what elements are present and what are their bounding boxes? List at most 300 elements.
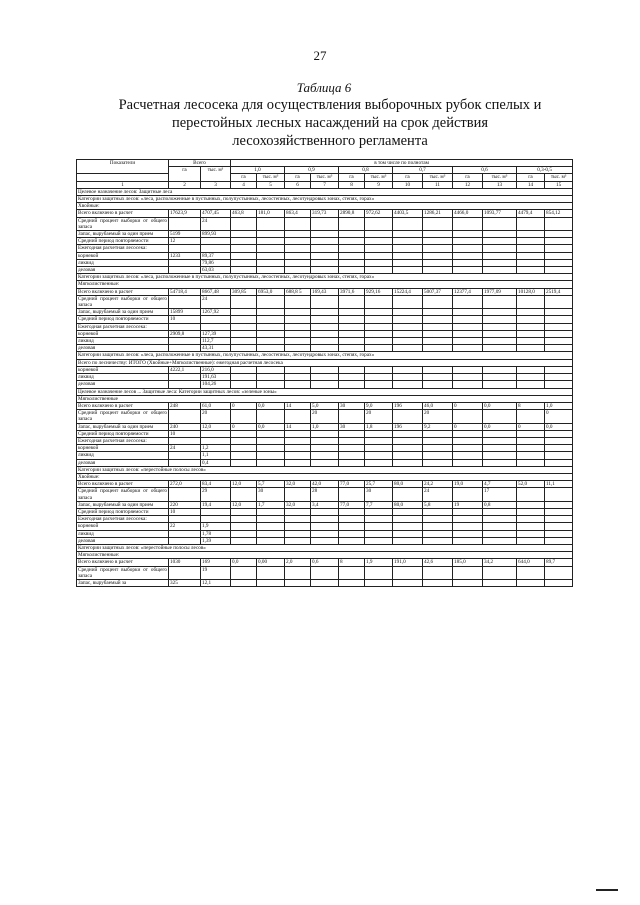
table-cell: 17 xyxy=(483,488,517,501)
row-label: Запас, вырубаемый за один прием xyxy=(77,501,169,508)
table-cell xyxy=(311,323,339,330)
table-cell xyxy=(453,238,483,245)
table-cell xyxy=(285,437,311,444)
table-cell xyxy=(231,245,257,252)
table-cell xyxy=(311,309,339,316)
table-cell xyxy=(393,217,423,230)
header-density: 0,8 xyxy=(339,167,393,174)
table-cell xyxy=(169,338,201,345)
section-label: Всего по лесничеству: ИТОГО (Хвойные+Мягколиственные): ежегодная расчетная лесосека xyxy=(77,359,573,366)
table-cell xyxy=(453,231,483,238)
table-row xyxy=(77,437,573,444)
table-cell xyxy=(423,566,453,579)
header-unit: тыс. м³ xyxy=(545,174,573,181)
table-row xyxy=(77,231,573,238)
table-cell xyxy=(393,238,423,245)
row-label: Всего включено в расчет xyxy=(77,481,169,488)
table-cell: 4403,5 xyxy=(393,210,423,217)
table-cell xyxy=(545,488,573,501)
table-cell xyxy=(339,338,365,345)
section-label: Целевое назначение лесов: Защитные леса xyxy=(77,188,573,195)
table-cell: 30 xyxy=(365,488,393,501)
table-cell xyxy=(231,238,257,245)
table-cell xyxy=(453,338,483,345)
table-cell xyxy=(257,381,285,388)
row-label: корневой xyxy=(77,252,169,259)
row-label: Средний период повторяемости xyxy=(77,238,169,245)
table-cell xyxy=(339,323,365,330)
forest-table xyxy=(76,159,572,587)
table-cell xyxy=(231,217,257,230)
table-cell xyxy=(483,445,517,452)
table-cell: 17623,9 xyxy=(169,210,201,217)
table-cell: 127,39 xyxy=(201,330,231,337)
header-row-3 xyxy=(77,174,573,181)
row-label: Ежегодная расчетная лесосека: xyxy=(77,437,169,444)
table-cell: 972,62 xyxy=(365,210,393,217)
table-cell: 77,0 xyxy=(339,501,365,508)
table-cell xyxy=(285,309,311,316)
header-unit: га xyxy=(453,174,483,181)
table-row xyxy=(77,345,573,352)
table-cell: 5,0 xyxy=(311,402,339,409)
table-cell: 20 xyxy=(365,410,393,423)
table-cell: 1,9 xyxy=(201,523,231,530)
table-cell xyxy=(453,566,483,579)
table-cell xyxy=(423,452,453,459)
table-cell xyxy=(483,516,517,523)
table-cell xyxy=(257,366,285,373)
table-cell xyxy=(517,437,545,444)
row-label: Средний процент выборки от общего запаса xyxy=(78,295,167,309)
table-cell: 5199 xyxy=(169,231,201,238)
row-label: Ежегодная расчетная лесосека: xyxy=(77,323,169,330)
table-cell: 24 xyxy=(169,445,201,452)
table-cell xyxy=(257,437,285,444)
table-cell xyxy=(231,330,257,337)
table-cell xyxy=(285,445,311,452)
table-cell: 8 xyxy=(517,402,545,409)
table-cell xyxy=(393,295,423,308)
table-row xyxy=(77,330,573,337)
table-cell xyxy=(453,323,483,330)
table-cell xyxy=(257,374,285,381)
table-row xyxy=(77,366,573,373)
table-cell xyxy=(545,537,573,544)
table-cell xyxy=(517,231,545,238)
table-cell xyxy=(483,217,517,230)
table-cell xyxy=(311,381,339,388)
table-cell xyxy=(545,366,573,373)
table-cell xyxy=(483,459,517,466)
table-cell xyxy=(231,566,257,579)
table-cell: 112,7 xyxy=(201,338,231,345)
table-row xyxy=(77,423,573,430)
table-cell: 929,16 xyxy=(365,288,393,295)
section-label: Категории защитных лесов: «перестойные полосы лесов» xyxy=(77,466,573,473)
table-row xyxy=(77,352,573,359)
table-cell xyxy=(311,259,339,266)
table-cell xyxy=(393,323,423,330)
table-cell: 61,0 xyxy=(201,402,231,409)
table-cell: 7,7 xyxy=(365,501,393,508)
table-cell xyxy=(257,459,285,466)
table-cell xyxy=(545,501,573,508)
table-row xyxy=(77,309,573,316)
table-cell xyxy=(231,316,257,323)
table-row xyxy=(77,274,573,281)
column-number: 10 xyxy=(393,181,423,188)
table-cell xyxy=(231,366,257,373)
section-label: Категории защитных лесов: «леса, расположенные в пустынных, полупустынных, лесостепных, лесотундровых зонах, степях, горах» xyxy=(77,274,573,281)
header-density: 0,6 xyxy=(453,167,517,174)
table-cell xyxy=(393,345,423,352)
table-cell xyxy=(257,295,285,308)
table-row xyxy=(77,388,573,395)
table-cell xyxy=(339,245,365,252)
table-cell: 169 xyxy=(201,559,231,566)
table-cell xyxy=(483,231,517,238)
table-cell xyxy=(257,523,285,530)
table-cell: 42,6 xyxy=(423,559,453,566)
table-cell xyxy=(423,579,453,586)
table-cell xyxy=(545,452,573,459)
table-cell xyxy=(231,459,257,466)
table-cell xyxy=(339,566,365,579)
table-cell: 191,0 xyxy=(393,559,423,566)
table-cell xyxy=(257,516,285,523)
table-cell xyxy=(339,330,365,337)
table-cell xyxy=(339,366,365,373)
table-cell: 12,0 xyxy=(231,481,257,488)
header-unit: тыс. м³ xyxy=(423,174,453,181)
table-cell xyxy=(311,295,339,308)
table-row xyxy=(77,210,573,217)
table-cell xyxy=(339,217,365,230)
table-cell xyxy=(339,316,365,323)
table-cell: 80,0 xyxy=(393,481,423,488)
table-row xyxy=(77,281,573,288)
table-cell xyxy=(311,445,339,452)
section-label: Целевое назначение лесов ... Защитные леса: Категории защитных лесов: «зеленые зоны» xyxy=(77,388,573,395)
table-cell: 2890,8 xyxy=(339,210,365,217)
table-cell xyxy=(169,374,201,381)
table-cell: 32,0 xyxy=(285,501,311,508)
table-row xyxy=(77,544,573,551)
table-cell xyxy=(285,430,311,437)
table-cell xyxy=(169,566,201,579)
table-cell: 9,2 xyxy=(423,423,453,430)
table-cell xyxy=(453,437,483,444)
table-cell xyxy=(423,508,453,515)
table-cell xyxy=(257,508,285,515)
table-cell xyxy=(393,338,423,345)
table-cell xyxy=(393,537,423,544)
table-cell xyxy=(545,238,573,245)
table-cell xyxy=(545,374,573,381)
table-cell: 1,78 xyxy=(201,530,231,537)
table-cell xyxy=(393,430,423,437)
table-cell: 12,0 xyxy=(231,501,257,508)
table-cell xyxy=(545,338,573,345)
row-label: Всего включено в расчет xyxy=(77,559,169,566)
table-row xyxy=(77,323,573,330)
table-row xyxy=(77,537,573,544)
table-cell xyxy=(483,330,517,337)
table-cell: 644,0 xyxy=(517,559,545,566)
table-cell xyxy=(453,459,483,466)
row-label: Запас, вырубаемый за один прием xyxy=(77,231,169,238)
row-label: ликвид xyxy=(77,530,169,537)
table-cell xyxy=(453,316,483,323)
table-cell xyxy=(169,381,201,388)
table-cell xyxy=(311,566,339,579)
table-cell xyxy=(545,516,573,523)
column-number: 3 xyxy=(201,181,231,188)
table-cell xyxy=(285,381,311,388)
table-cell xyxy=(393,579,423,586)
table-cell xyxy=(393,452,423,459)
table-row xyxy=(77,552,573,559)
table-cell: 0,8 xyxy=(483,501,517,508)
table-cell xyxy=(285,523,311,530)
table-cell xyxy=(453,410,483,423)
section-label: Мягколиственные: xyxy=(77,281,573,288)
table-cell xyxy=(285,508,311,515)
column-number: 8 xyxy=(339,181,365,188)
row-label: Средний процент выборки от общего запаса xyxy=(78,488,167,501)
table-cell: 3,4 xyxy=(311,501,339,508)
table-cell xyxy=(257,410,285,423)
section-label: Мягколиственные xyxy=(77,395,573,402)
table-cell: 463,8 xyxy=(231,210,257,217)
table-cell: 22 xyxy=(169,523,201,530)
table-cell xyxy=(311,330,339,337)
table-cell: 0 xyxy=(453,423,483,430)
table-cell xyxy=(257,330,285,337)
table-cell xyxy=(365,267,393,274)
table-cell xyxy=(365,231,393,238)
table-row xyxy=(77,203,573,210)
header-unit: тыс. м³ xyxy=(311,174,339,181)
table-cell xyxy=(517,410,545,423)
table-row xyxy=(77,508,573,515)
table-cell xyxy=(517,523,545,530)
table-cell xyxy=(393,330,423,337)
table-cell: 248 xyxy=(169,402,201,409)
table-cell: 216,0 xyxy=(201,366,231,373)
table-cell: 4707,45 xyxy=(201,210,231,217)
table-cell: 0,4 xyxy=(201,459,231,466)
table-cell xyxy=(365,217,393,230)
table-cell xyxy=(483,523,517,530)
table-cell: 854,12 xyxy=(545,210,573,217)
table-cell xyxy=(231,410,257,423)
table-cell xyxy=(201,516,231,523)
column-number: 1 xyxy=(77,181,169,188)
table-cell xyxy=(285,316,311,323)
table-cell xyxy=(257,323,285,330)
table-cell: 4466,0 xyxy=(453,210,483,217)
header-total-unit: тыс. м³ xyxy=(201,167,231,181)
table-cell: 20 xyxy=(311,410,339,423)
table-cell: 2,0 xyxy=(285,559,311,566)
table-cell xyxy=(257,316,285,323)
header-density: 1,0 xyxy=(231,167,285,174)
table-cell xyxy=(423,295,453,308)
table-row xyxy=(77,295,573,308)
table-cell xyxy=(393,316,423,323)
table-cell xyxy=(423,217,453,230)
table-cell: 1267,92 xyxy=(201,309,231,316)
table-row xyxy=(77,452,573,459)
table-cell xyxy=(257,566,285,579)
table-row xyxy=(77,245,573,252)
table-row xyxy=(77,238,573,245)
table-cell xyxy=(339,516,365,523)
table-cell: 0 xyxy=(453,402,483,409)
table-cell: 220 xyxy=(169,501,201,508)
table-body xyxy=(77,188,573,586)
table-cell xyxy=(201,430,231,437)
table-cell: 20 xyxy=(423,410,453,423)
column-number: 15 xyxy=(545,181,573,188)
header-unit: тыс. м³ xyxy=(483,174,517,181)
section-label: Хвойные: xyxy=(77,203,573,210)
table-cell xyxy=(453,245,483,252)
table-cell xyxy=(423,245,453,252)
table-cell xyxy=(365,338,393,345)
table-cell xyxy=(169,259,201,266)
table-cell xyxy=(517,217,545,230)
table-cell: 0 xyxy=(517,423,545,430)
table-cell: 15224,4 xyxy=(393,288,423,295)
table-cell xyxy=(545,430,573,437)
table-cell xyxy=(483,238,517,245)
row-label: деловая xyxy=(77,459,169,466)
table-row xyxy=(77,217,573,230)
table-cell xyxy=(231,259,257,266)
table-cell xyxy=(517,579,545,586)
row-label: Средний процент выборки от общего запаса xyxy=(78,410,167,423)
table-cell xyxy=(339,459,365,466)
table-cell xyxy=(483,381,517,388)
table-cell xyxy=(311,537,339,544)
table-cell xyxy=(285,579,311,586)
table-cell xyxy=(365,508,393,515)
table-cell xyxy=(169,323,201,330)
table-cell xyxy=(339,345,365,352)
table-cell xyxy=(365,523,393,530)
table-cell xyxy=(423,537,453,544)
table-cell xyxy=(285,231,311,238)
table-cell xyxy=(453,366,483,373)
table-cell: 309,85 xyxy=(231,288,257,295)
table-cell xyxy=(231,345,257,352)
table-cell xyxy=(231,374,257,381)
table-cell xyxy=(483,410,517,423)
table-cell xyxy=(483,508,517,515)
row-label: корневой xyxy=(77,366,169,373)
table-cell xyxy=(339,309,365,316)
table-cell xyxy=(545,245,573,252)
table-cell: 20 xyxy=(201,410,231,423)
table-cell xyxy=(453,381,483,388)
table-cell xyxy=(453,267,483,274)
table-cell xyxy=(285,566,311,579)
table-cell xyxy=(423,430,453,437)
header-density: 0,7 xyxy=(393,167,453,174)
table-cell xyxy=(339,445,365,452)
table-cell xyxy=(285,410,311,423)
table-cell: 10 xyxy=(169,316,201,323)
table-cell xyxy=(483,374,517,381)
table-cell xyxy=(517,238,545,245)
table-cell xyxy=(311,338,339,345)
table-cell: 1,0 xyxy=(311,423,339,430)
table-cell xyxy=(483,345,517,352)
table-cell xyxy=(285,295,311,308)
table-cell: 185,0 xyxy=(453,559,483,566)
table-cell xyxy=(393,231,423,238)
table-cell xyxy=(517,338,545,345)
table-cell xyxy=(453,259,483,266)
table-cell: 89,37 xyxy=(201,252,231,259)
header-unit: га xyxy=(339,174,365,181)
table-cell xyxy=(339,488,365,501)
table-cell: 5007,37 xyxy=(423,288,453,295)
table-cell xyxy=(201,238,231,245)
table-cell xyxy=(393,267,423,274)
table-cell xyxy=(393,488,423,501)
table-cell: 19,0 xyxy=(453,481,483,488)
table-cell xyxy=(423,316,453,323)
table-row xyxy=(77,359,573,366)
table-cell xyxy=(423,445,453,452)
row-label: Ежегодная расчетная лесосека: xyxy=(77,516,169,523)
table-cell xyxy=(423,231,453,238)
table-cell xyxy=(517,381,545,388)
table-cell xyxy=(339,530,365,537)
column-number: 11 xyxy=(423,181,453,188)
row-label: Ежегодная расчетная лесосека: xyxy=(77,245,169,252)
table-cell xyxy=(169,516,201,523)
table-cell: 240 xyxy=(169,423,201,430)
table-cell xyxy=(483,295,517,308)
table-cell xyxy=(483,530,517,537)
table-cell: 24,2 xyxy=(423,481,453,488)
table-cell: 0,0 xyxy=(257,402,285,409)
table-cell xyxy=(393,374,423,381)
table-cell: 1,7 xyxy=(257,501,285,508)
table-cell xyxy=(231,267,257,274)
table-cell xyxy=(393,259,423,266)
table-cell xyxy=(393,530,423,537)
table-cell: 5,8 xyxy=(423,501,453,508)
table-label: Таблица 6 xyxy=(296,80,352,95)
table-cell xyxy=(453,445,483,452)
table-cell xyxy=(201,508,231,515)
table-cell xyxy=(517,566,545,579)
table-cell: 12,1 xyxy=(201,579,231,586)
table-cell: 32,0 xyxy=(285,481,311,488)
table-cell xyxy=(311,366,339,373)
table-cell xyxy=(285,259,311,266)
table-cell xyxy=(423,338,453,345)
table-row xyxy=(77,579,573,586)
table-cell xyxy=(231,437,257,444)
table-cell xyxy=(285,374,311,381)
